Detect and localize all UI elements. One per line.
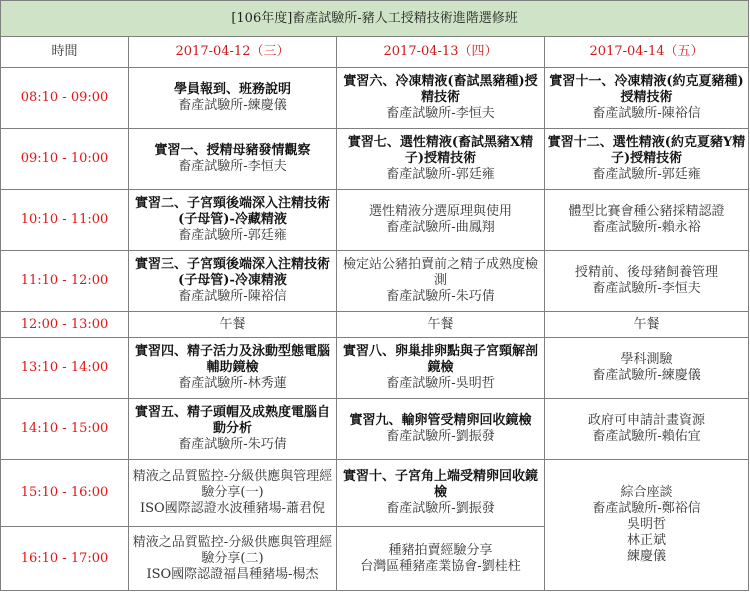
session-text: 授精前、後母豬飼養管理 (575, 265, 719, 280)
session-person: 畜產試驗所-郭廷雍 (386, 167, 495, 182)
forum-person: 林正斌 (627, 533, 667, 548)
session-cell (337, 68, 545, 129)
session-text: 選性精液分選原理與使用 (368, 204, 512, 219)
session-text: 政府可申請計畫資源 (588, 413, 706, 428)
session-person: 畜產試驗所-朱巧倩 (386, 289, 495, 304)
table-row (1, 460, 749, 527)
session-text: 精液之品質監控-分級供應與管理經驗分享(一) (132, 469, 333, 500)
session-person: 畜產試驗所-郭廷雍 (592, 167, 701, 182)
header-day1: 2017-04-12（三） (129, 37, 337, 68)
time-slot: 14:10 - 15:00 (1, 399, 129, 460)
session-cell (545, 129, 749, 190)
session-cell (337, 399, 545, 460)
session-cell (129, 129, 337, 190)
session-title: 實習一、授精母豬發情觀察 (154, 143, 311, 158)
session-cell (337, 460, 545, 527)
session-cell (545, 399, 749, 460)
time-slot: 12:00 - 13:00 (1, 312, 129, 338)
session-person: 畜產試驗所-陳裕信 (178, 289, 287, 304)
time-slot: 08:10 - 09:00 (1, 68, 129, 129)
session-person: 畜產試驗所-練慶儀 (178, 98, 287, 113)
session-person: 畜產試驗所-曲鳳翔 (386, 220, 495, 235)
table-row (1, 251, 749, 312)
session-title: 實習五、精子頭帽及成熟度電腦自動分析 (134, 405, 330, 436)
session-cell (337, 129, 545, 190)
session-cell (337, 527, 545, 591)
session-title: 實習七、選性精液(畜試黑豬X精子)授精技術 (347, 135, 534, 166)
session-cell (545, 251, 749, 312)
session-cell (337, 190, 545, 251)
session-person: 畜產試驗所-李恒夫 (386, 106, 495, 121)
session-title: 實習十、子宮角上端受精卵回收鏡檢 (342, 469, 538, 500)
session-title: 實習二、子宮頸後端深入注精技術(子母管)-冷藏精液 (134, 196, 330, 227)
header-day3: 2017-04-14（五） (545, 37, 749, 68)
time-slot: 15:10 - 16:00 (1, 460, 129, 527)
header-day2: 2017-04-13（四） (337, 37, 545, 68)
session-title: 學員報到、班務說明 (173, 82, 291, 97)
session-cell (129, 251, 337, 312)
session-person: 畜產試驗所-賴佑宜 (592, 429, 701, 444)
table-row (1, 129, 749, 190)
table-row (1, 312, 749, 338)
session-text: 精液之品質監控-分級供應與管理經驗分享(二) (132, 534, 333, 566)
session-title: 實習三、子宮頸後端深入注精技術(子母管)-冷凍精液 (134, 257, 330, 288)
title-row (1, 1, 749, 37)
table-title: [106年度]畜產試驗所-豬人工授精技術進階選修班 (1, 1, 749, 37)
session-person: 畜產試驗所-劉振發 (386, 501, 495, 516)
time-slot: 13:10 - 14:00 (1, 338, 129, 399)
session-person: 畜產試驗所-陳裕信 (592, 106, 701, 121)
session-cell (129, 399, 337, 460)
session-title: 實習四、精子活力及泳動型態電腦輔助鏡檢 (134, 344, 330, 375)
session-cell (129, 460, 337, 527)
session-title: 實習八、卵巢排卵點與子宮頸解剖鏡檢 (342, 344, 538, 375)
session-cell (337, 338, 545, 399)
session-text: 體型比賽會種公豬採精認證 (568, 204, 725, 219)
table-row (1, 399, 749, 460)
session-person: 畜產試驗所-劉振發 (386, 429, 495, 444)
session-title: 實習九、輸卵管受精卵回收鏡檢 (349, 413, 532, 428)
session-cell (337, 251, 545, 312)
session-cell (545, 68, 749, 129)
session-person: 畜產試驗所-郭廷雍 (178, 228, 287, 243)
session-cell (129, 338, 337, 399)
time-slot: 09:10 - 10:00 (1, 129, 129, 190)
header-row (1, 37, 749, 68)
session-person: ISO國際認證水波種豬場-蕭君倪 (139, 501, 326, 516)
time-slot: 10:10 - 11:00 (1, 190, 129, 251)
session-person: 畜產試驗所-賴永裕 (592, 220, 701, 235)
session-text: 學科測驗 (620, 352, 673, 367)
session-title: 實習十二、選性精液(約克夏豬Y精子)授精技術 (547, 135, 746, 166)
session-cell (545, 338, 749, 399)
session-text: 檢定站公豬拍賣前之精子成熟度檢測 (342, 257, 538, 288)
session-person: 畜產試驗所-朱巧倩 (178, 437, 287, 452)
session-person: 畜產試驗所-吳明哲 (386, 376, 495, 391)
lunch-cell: 午餐 (337, 312, 545, 338)
session-title: 實習六、冷凍精液(畜試黑豬種)授精技術 (343, 74, 538, 105)
session-title: 實習十一、冷凍精液(約克夏豬種)授精技術 (549, 74, 744, 105)
forum-title: 綜合座談 (620, 485, 673, 500)
header-time: 時間 (1, 37, 129, 68)
session-cell (129, 190, 337, 251)
session-person: ISO國際認證福昌種豬場-楊杰 (146, 566, 319, 582)
time-slot: 16:10 - 17:00 (1, 527, 129, 591)
session-text: 種豬拍賣經驗分享 (388, 542, 493, 558)
forum-person: 吳明哲 (627, 517, 667, 532)
table-row (1, 68, 749, 129)
table-row (1, 190, 749, 251)
lunch-cell: 午餐 (129, 312, 337, 338)
session-person: 畜產試驗所-李恒夫 (592, 281, 701, 296)
session-person: 台灣區種豬產業協會-劉桂柱 (360, 558, 521, 574)
forum-person: 練慶儀 (627, 549, 667, 564)
time-slot: 11:10 - 12:00 (1, 251, 129, 312)
forum-person: 畜產試驗所-鄭裕信 (592, 501, 701, 516)
session-cell (545, 190, 749, 251)
session-person: 畜產試驗所-林秀蓮 (178, 376, 287, 391)
session-cell (129, 527, 337, 591)
table-row (1, 338, 749, 399)
session-person: 畜產試驗所-李恒夫 (178, 159, 287, 174)
session-cell (129, 68, 337, 129)
session-person: 畜產試驗所-練慶儀 (592, 368, 701, 383)
forum-cell (545, 460, 749, 591)
lunch-cell: 午餐 (545, 312, 749, 338)
